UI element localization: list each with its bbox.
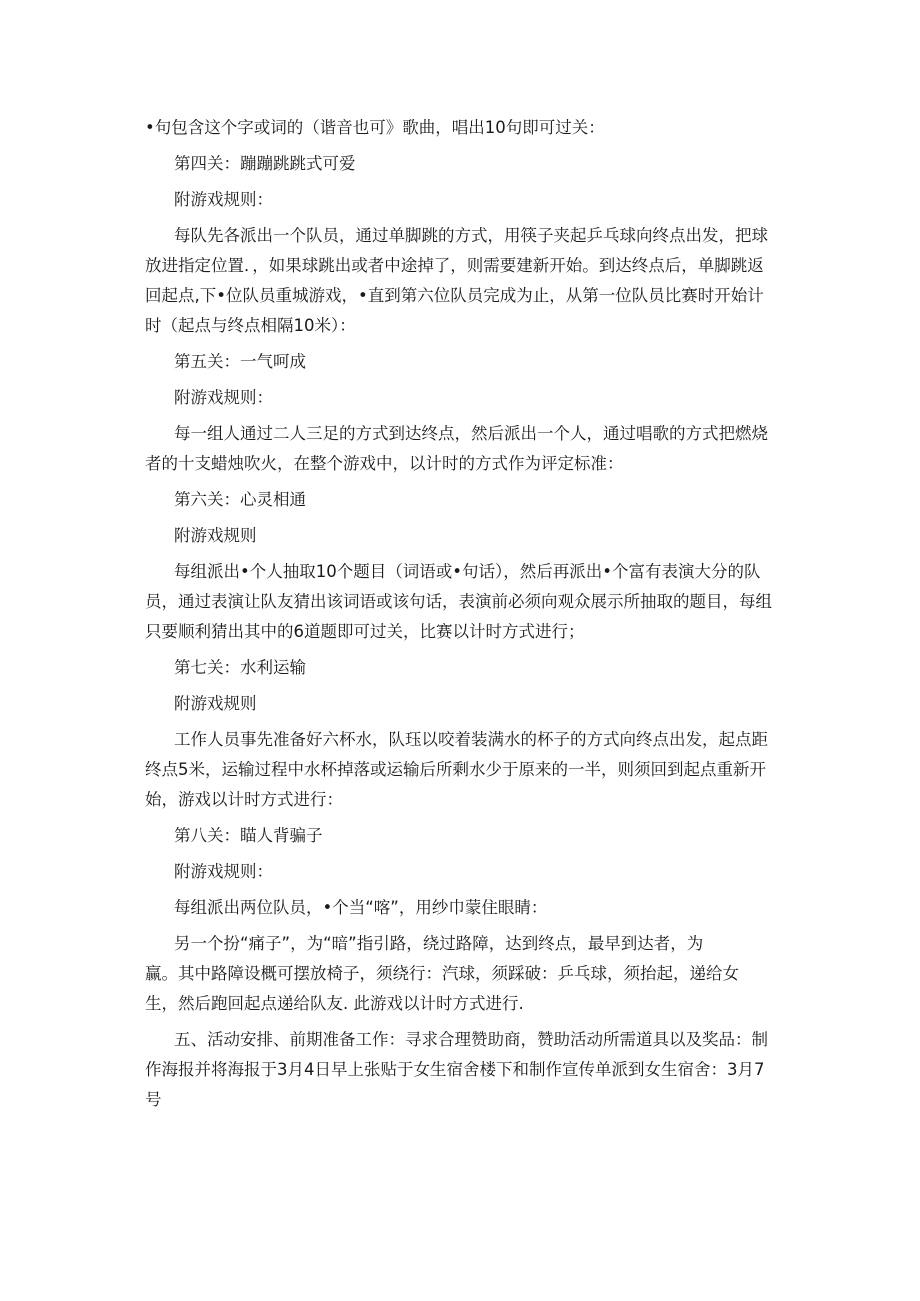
level-6-rules-label: 附游戏规则	[174, 526, 257, 545]
level-7-rules-text: 工作人员事先准备好六杯水，队珏以咬着装满水的杯子的方式向终点出发，起点距终点5米，运输过程中水杯掉落或运输后所剩水少于原来的一半，则须回到起点重新开始，游戏以计时方式进行：	[145, 730, 768, 809]
level-7-rules-label: 附游戏规则	[174, 694, 257, 713]
level-8-rules-line-2: 另一个扮“痛子”，为“暗”指引路，绕过路障，达到终点，最早到达者，为	[174, 934, 704, 953]
level-8-rules-line-4: 生，然后跑回起点递给队友. 此游戏以计时方式进行.	[145, 994, 524, 1013]
level-4-heading: 第四关：蹦蹦跳跳式可爱	[174, 154, 356, 173]
document-body	[145, 113, 775, 1121]
level-4-rules-label: 附游戏规则：	[174, 190, 273, 209]
level-6-heading: 第六关：心灵相通	[174, 490, 306, 509]
activity-arrangement-text: 五、活动安排、前期准备工作：寻求合理赞助商，赞助活动所需道具以及奖品：制作海报并将海报于3月4日早上张贴于女生宿舍楼下和制作宣传单派到女生宿舍：3月7号	[145, 1030, 768, 1109]
level-5-rules-text: 每一组人通过二人三足的方式到达终点，然后派出一个人，通过唱歌的方式把燃烧者的十支蜡烛吹火，在整个游戏中，以计时的方式作为评定标准：	[145, 424, 768, 473]
level-4-rules-text: 每队先各派出一个队员，通过单脚跳的方式，用筷子夹起乒乓球向终点出发，把球放进指定位置．，如果球跳出或者中途掉了，则需要建新开始。到达终点后，单脚跳返回起点,下•位队员重城游戏，•直到第六位队员完成为止，从第一位队员比赛时开始计时（起点与终点相隔10米）：	[145, 226, 768, 335]
level-5-heading: 第五关：一气呵成	[174, 352, 306, 371]
level-8-rules-line-3: 赢。其中路障设概可摆放椅子，须绕行：汽球，须踩破：乒乓球，须抬起，递给女	[145, 964, 739, 983]
level-8-rules-line-1: 每组派出两位队员，•个当“喀”，用纱巾蒙住眼睛：	[174, 898, 548, 917]
level-8-heading: 第八关：瞄人背骗子	[174, 826, 323, 845]
level-8-rules-label: 附游戏规则：	[174, 862, 273, 881]
song-rule-line: •句包含这个字或词的（谐音也可》歌曲，唱出10句即可过关：	[145, 118, 605, 137]
level-6-rules-text: 每组派出•个人抽取10个题目（词语或•句话），然后再派出•个富有表演大分的队员，通过表演让队友猜出该词语或该句话，表演前必须向观众展示所抽取的题目，每组只要顺利猜出其中的6道题即可过关，比赛以计时方式进行；	[145, 562, 772, 641]
level-7-heading: 第七关：水利运输	[174, 658, 306, 677]
level-5-rules-label: 附游戏规则：	[174, 388, 273, 407]
